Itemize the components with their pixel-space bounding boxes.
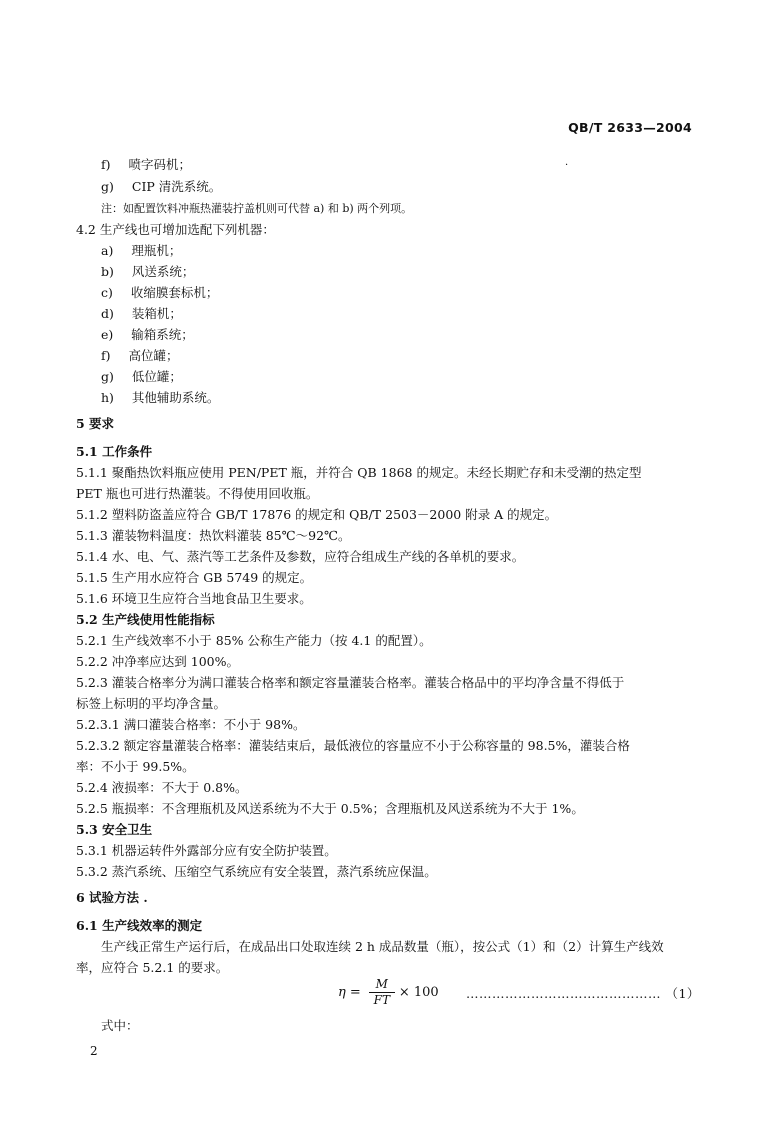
clause-5-3-2: 5.3.2 蒸汽系统、压缩空气系统应有安全装置，蒸汽系统应保温。 [76,864,437,879]
list-marker: f) [101,348,111,363]
list-marker: g) [101,179,114,194]
list-marker: a) [101,243,114,258]
clause-4-2: 4.2 生产线也可增加选配下列机器： [76,222,275,237]
list-marker: c) [101,285,113,300]
list-marker: b) [101,264,114,279]
section-6-heading: 6 试验方法 . [76,890,148,905]
list-text: 喷字码机； [128,157,192,172]
clause-5-2-3-1: 5.2.3.1 满口灌装合格率：不小于 98%。 [76,717,306,732]
clause-5-2-5: 5.2.5 瓶损率：不含理瓶机及风送系统为不大于 0.5%；含理瓶机及风送系统为不大于 1%。 [76,801,584,816]
formula-leader: ……………………………………… [466,986,661,1001]
list-marker: e) [101,327,114,342]
clause-5-2-3-line1: 5.2.3 灌装合格率分为满口灌装合格率和额定容量灌装合格率。灌装合格品中的平均净含量不得低于 [76,675,625,690]
optional-item-g [101,369,182,385]
clause-5-2-1: 5.2.1 生产线效率不小于 85% 公称生产能力（按 4.1 的配置）。 [76,633,432,648]
clause-5-1-6: 5.1.6 环境卫生应符合当地食品卫生要求。 [76,591,312,606]
list-text: CIP 清洗系统。 [131,179,222,194]
page-number: 2 [90,1044,98,1058]
list-marker: h) [101,390,114,405]
optional-item-f [101,348,179,364]
list-item-f [101,157,191,173]
note: 注：如配置饮料冲瓶热灌装拧盖机则可代替 a) 和 b) 两个列项。 [101,202,413,215]
formula-numerator: M [375,977,388,991]
clause-5-1-1-line2: PET 瓶也可进行热灌装。不得使用回收瓶。 [76,486,319,501]
clause-5-1-3: 5.1.3 灌装物料温度：热饮料灌装 85℃～92℃。 [76,528,351,543]
clause-5-2-3-line2: 标签上标明的平均净含量。 [76,696,227,711]
list-text: 输箱系统； [131,327,194,342]
optional-item-h [101,390,219,406]
section-5-heading: 5 要求 [76,416,115,431]
list-marker: f) [101,157,111,172]
optional-item-e [101,327,194,343]
clause-6-1-body-line1: 生产线正常生产运行后，在成品出口处取连续 2 h 成品数量（瓶），按公式（1）和（2）计算生产线效 [101,939,664,954]
clause-5-2-heading: 5.2 生产线使用性能指标 [76,612,215,627]
list-item-g [101,179,221,195]
clause-5-2-2: 5.2.2 冲净率应达到 100%。 [76,654,239,669]
formula-rhs: × 100 [398,985,439,1000]
list-text: 收缩膜套标机； [130,285,219,300]
clause-5-1-heading: 5.1 工作条件 [76,444,153,459]
stray-mark: · [565,160,569,171]
clause-5-1-2: 5.1.2 塑料防盗盖应符合 GB/T 17876 的规定和 QB/T 2503－2000 附录 A 的规定。 [76,507,558,522]
clause-6-1-body-line2: 率，应符合 5.2.1 的要求。 [76,960,229,975]
formula-number-line [466,984,700,1002]
optional-item-d [101,306,182,322]
clause-5-2-3-2-line2: 率：不小于 99.5%。 [76,759,195,774]
clause-5-1-5: 5.1.5 生产用水应符合 GB 5749 的规定。 [76,570,313,585]
formula-lhs: η = [338,985,361,1000]
clause-6-1-heading: 6.1 生产线效率的测定 [76,918,203,933]
list-text: 其他辅助系统。 [131,390,220,405]
formula-denominator: FT [373,993,390,1007]
list-marker: d) [101,306,114,321]
list-text: 理瓶机； [131,243,182,258]
clause-5-2-3-2-line1: 5.2.3.2 额定容量灌装合格率：灌装结束后，最低液位的容量应不小于公称容量的 98.5%，灌装合格 [76,738,630,753]
efficiency-formula [338,977,439,1008]
list-text: 高位罐； [128,348,179,363]
formula-fraction [369,977,395,1008]
clause-5-3-heading: 5.3 安全卫生 [76,822,153,837]
clause-5-1-1-line1: 5.1.1 聚酯热饮料瓶应使用 PEN/PET 瓶，并符合 QB 1868 的规定。未经长期贮存和未受潮的热定型 [76,465,642,480]
optional-item-b [101,264,194,280]
clause-5-1-4: 5.1.4 水、电、气、蒸汽等工艺条件及参数，应符合组成生产线的各单机的要求。 [76,549,525,564]
clause-5-3-1: 5.3.1 机器运转件外露部分应有安全防护装置。 [76,843,337,858]
list-text: 风送系统； [131,264,195,279]
where-label: 式中： [101,1018,139,1033]
list-text: 低位罐； [131,369,182,384]
optional-item-c [101,285,218,301]
optional-item-a [101,243,181,259]
list-marker: g) [101,369,114,384]
clause-5-2-4: 5.2.4 液损率：不大于 0.8%。 [76,780,248,795]
standard-code: QB/T 2633—2004 [568,120,692,135]
formula-number: （1） [665,986,700,1001]
list-text: 装箱机； [131,306,182,321]
